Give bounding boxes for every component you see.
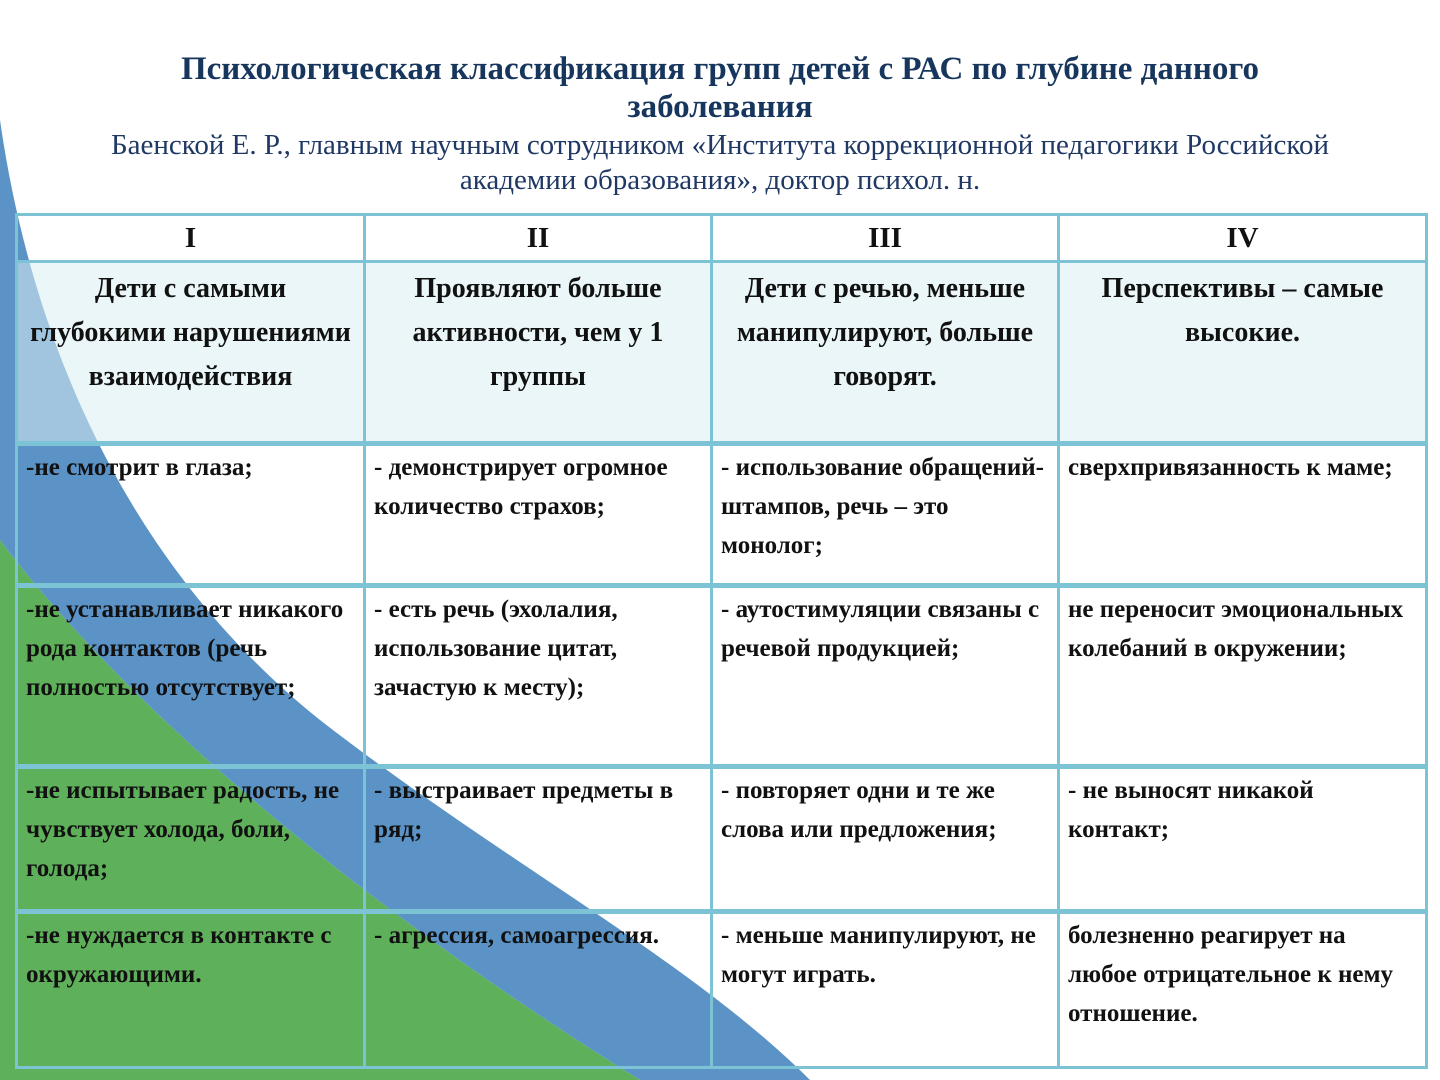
group-number-1: I	[17, 215, 365, 262]
table-cell: - демонстрирует огромное количество страхов;	[365, 444, 712, 586]
group-description-row	[17, 262, 1427, 444]
table-cell: - выстраивает предметы в ряд;	[365, 767, 712, 912]
table-row	[17, 767, 1427, 912]
table-cell: - повторяет одни и те же слова или предложения;	[712, 767, 1059, 912]
table-cell: -не нуждается в контакте с окружающими.	[17, 912, 365, 1068]
table-cell: - использование обращений-штампов, речь – это монолог;	[712, 444, 1059, 586]
table-cell: не переносит эмоциональных колебаний в окружении;	[1059, 586, 1427, 767]
page-subtitle: Баенской Е. Р., главным научным сотрудником «Института коррекционной педагогики Российской академии образования», доктор психол. н.	[111, 129, 1329, 196]
table-cell: - есть речь (эхолалия, использование цитат, зачастую к месту);	[365, 586, 712, 767]
group-description-4: Перспективы – самые высокие.	[1059, 262, 1427, 444]
table-row	[17, 912, 1427, 1068]
group-number-3: III	[712, 215, 1059, 262]
classification-table	[15, 213, 1428, 1069]
table-row	[17, 586, 1427, 767]
page-title: Психологическая классификация групп детей с РАС по глубине данного заболевания	[180, 51, 1260, 125]
table-cell: -не смотрит в глаза;	[17, 444, 365, 586]
group-number-4: IV	[1059, 215, 1427, 262]
table-cell: - агрессия, самоагрессия.	[365, 912, 712, 1068]
group-number-2: II	[365, 215, 712, 262]
roman-header-row	[17, 215, 1427, 262]
group-description-3: Дети с речью, меньше манипулируют, больше говорят.	[712, 262, 1059, 444]
title-block	[0, 50, 1440, 198]
table-cell: -не испытывает радость, не чувствует холода, боли, голода;	[17, 767, 365, 912]
table-cell: сверхпривязанность к маме;	[1059, 444, 1427, 586]
table-cell: - аутостимуляции связаны с речевой продукцией;	[712, 586, 1059, 767]
group-description-1: Дети с самыми глубокими нарушениями взаимодействия	[17, 262, 365, 444]
table-cell: болезненно реагирует на любое отрицательное к нему отношение.	[1059, 912, 1427, 1068]
table-row	[17, 444, 1427, 586]
table-cell: - меньше манипулируют, не могут играть.	[712, 912, 1059, 1068]
table-cell: - не выносят никакой контакт;	[1059, 767, 1427, 912]
group-description-2: Проявляют больше активности, чем у 1 группы	[365, 262, 712, 444]
table-cell: -не устанавливает никакого рода контактов (речь полностью отсутствует;	[17, 586, 365, 767]
